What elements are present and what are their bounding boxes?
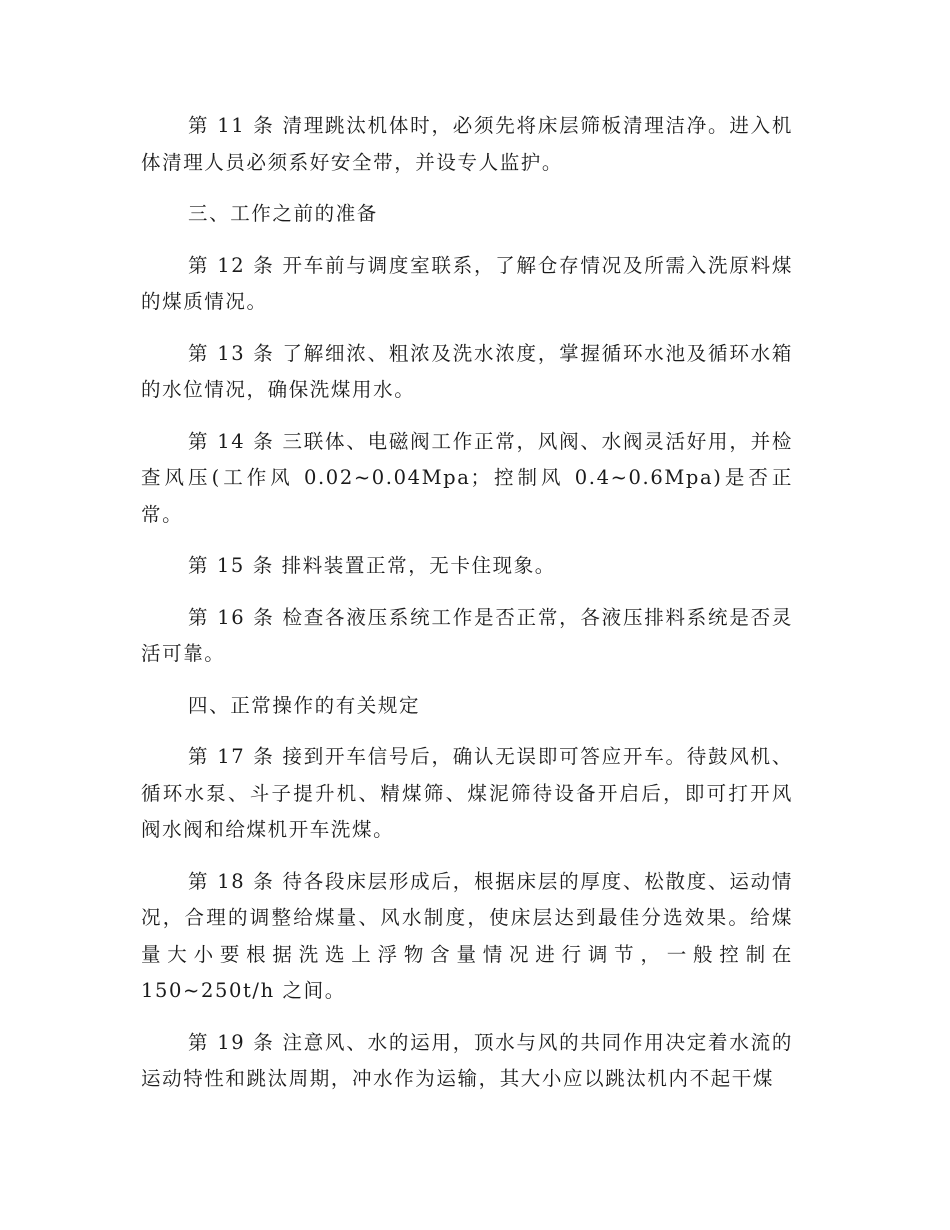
paragraph-article-11: 第 11 条 清理跳汰机体时，必须先将床层筛板清理洁净。进入机体清理人员必须系好安全带，并设专人监护。 [141,114,793,174]
paragraph-article-17: 第 17 条 接到开车信号后，确认无误即可答应开车。待鼓风机、循环水泵、斗子提升机、精煤筛、煤泥筛待设备开启后，即可打开风阀水阀和给煤机开车洗煤。 [141,745,793,841]
section-heading-3: 三、工作之前的准备 [188,202,378,225]
paragraph-article-15: 第 15 条 排料装置正常，无卡住现象。 [188,554,556,577]
paragraph-article-18: 第 18 条 待各段床层形成后，根据床层的厚度、松散度、运动情况，合理的调整给煤量、风水制度，使床层达到最佳分选效果。给煤量大小要根据洗选上浮物含量情况进行调节，一般控制在 150~250t/h 之间。 [141,869,793,1002]
paragraph-article-14: 第 14 条 三联体、电磁阀工作正常，风阀、水阀灵活好用，并检查风压(工作风 0.02~0.04Mpa；控制风 0.4~0.6Mpa)是否正常。 [141,429,793,526]
document-page [141,108,793,1098]
paragraph-article-16: 第 16 条 检查各液压系统工作是否正常，各液压排料系统是否灵活可靠。 [141,605,793,665]
section-heading-4: 四、正常操作的有关规定 [188,693,421,717]
paragraph-article-13: 第 13 条 了解细浓、粗浓及洗水浓度，掌握循环水池及循环水箱的水位情况，确保洗煤用水。 [141,341,793,401]
paragraph-article-12: 第 12 条 开车前与调度室联系，了解仓存情况及所需入洗原料煤的煤质情况。 [141,253,793,313]
paragraph-article-19: 第 19 条 注意风、水的运用，顶水与风的共同作用决定着水流的运动特性和跳汰周期，冲水作为运输，其大小应以跳汰机内不起干煤 [141,1030,793,1090]
